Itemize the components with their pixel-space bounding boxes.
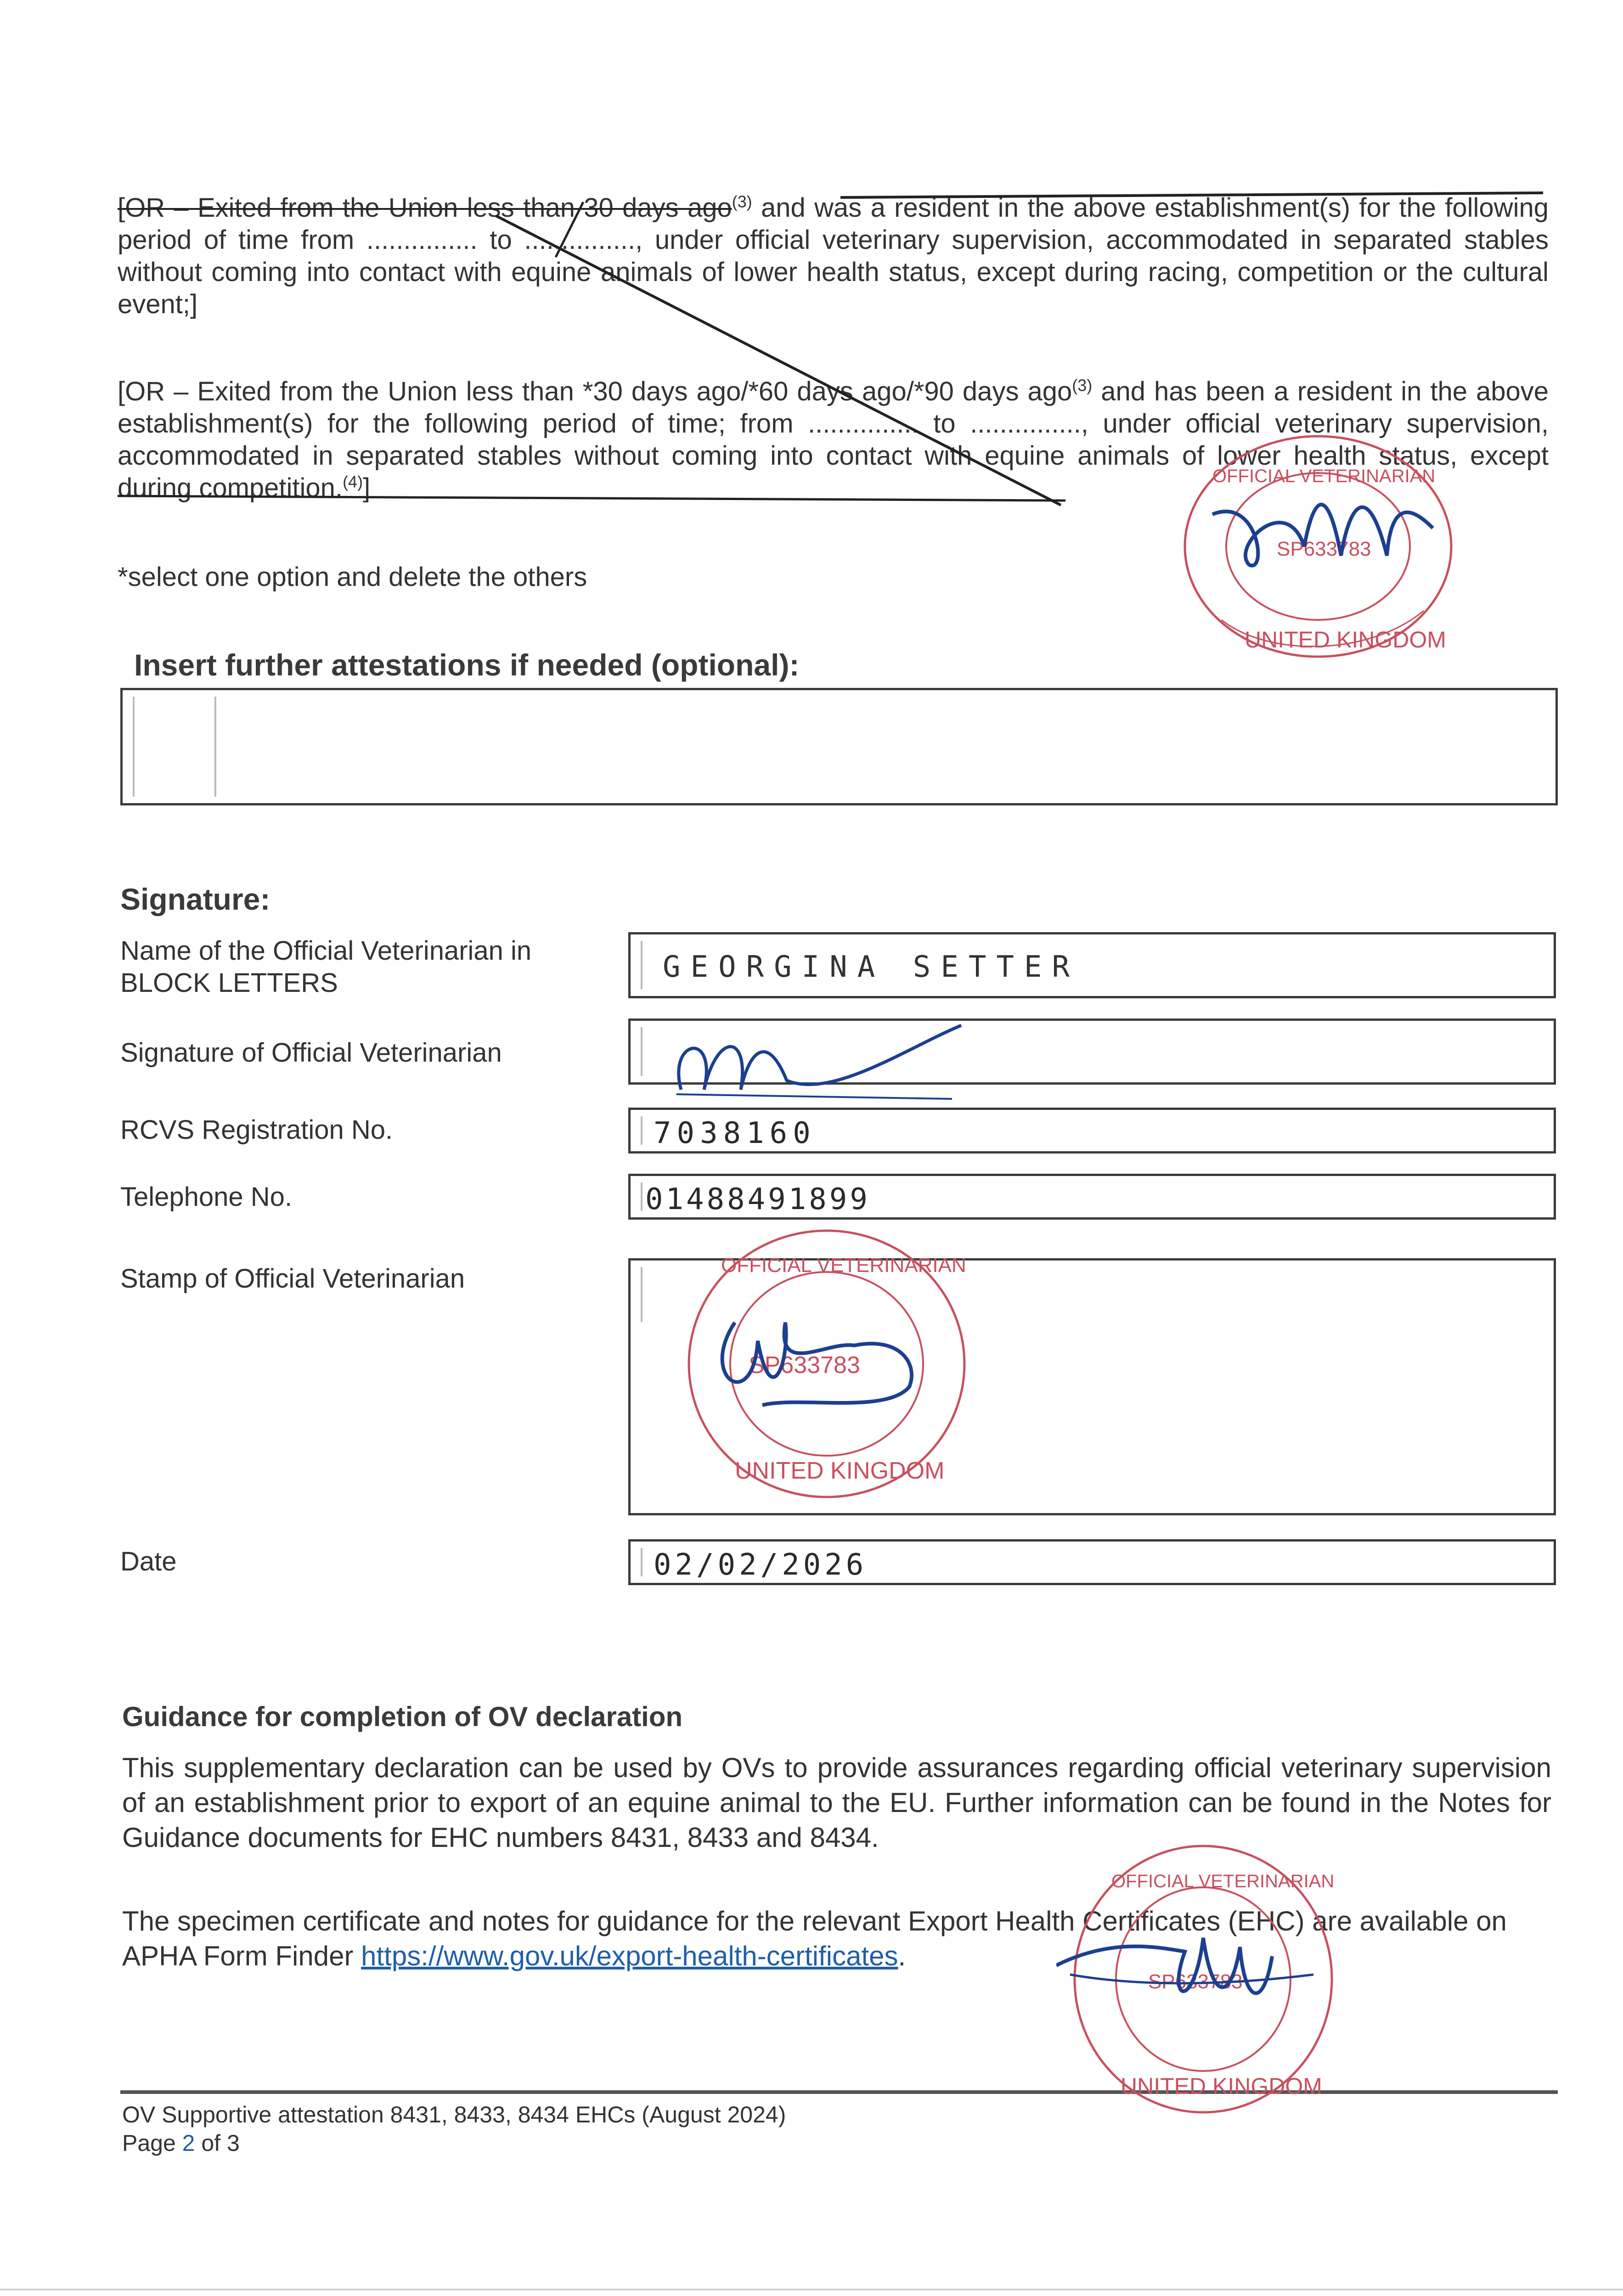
page-number: 2 (182, 2130, 195, 2156)
official-stamp-icon (1056, 1837, 1341, 2122)
ov-name-field[interactable] (628, 932, 1556, 998)
ov-name-label: Name of the Official Veterinarian in BLOCK LETTERS (120, 936, 532, 998)
page-indicator (122, 2129, 240, 2157)
ov-signature-field[interactable] (628, 1019, 1556, 1085)
guidance-paragraph-2-end: . (898, 1941, 906, 1971)
field-marker (214, 697, 216, 797)
stamp-bottom-text: UNITED KINGDOM (1245, 627, 1446, 653)
guidance-paragraph-1: This supplementary declaration can be used by OVs to provide assurances regarding official veterinary supervision of an establishment prior to export of an equine animal to the EU. Further information can be found in the Notes for Guidance documents for EHC numbers 8431, 8433 and 8434. (122, 1752, 1551, 1853)
option-2-text: [OR – Exited from the Union less than *30 days ago/*60 days ago/*90 days ago (118, 377, 1072, 406)
signature-heading: Signature: (120, 882, 270, 916)
footer-rule (120, 2090, 1558, 2094)
footer-title: OV Supportive attestation 8431, 8433, 8434 EHCs (August 2024) (122, 2102, 786, 2127)
date-label: Date (120, 1547, 177, 1576)
stamp-bottom-text: UNITED KINGDOM (735, 1458, 945, 1484)
field-marker (641, 1548, 642, 1576)
date-value: 02/02/2026 (654, 1548, 868, 1582)
stamp-top-text: OFFICIAL VETERINARIAN (1111, 1871, 1335, 1891)
signature-scribble (649, 1012, 970, 1103)
field-marker (641, 1116, 642, 1145)
stamp-label: Stamp of Official Veterinarian (120, 1264, 465, 1294)
stamp-bottom-text: UNITED KINGDOM (1121, 2073, 1322, 2099)
page-prefix: Page (122, 2130, 182, 2156)
telephone-value: 01488491899 (645, 1182, 870, 1216)
bottom-scan-line (0, 2289, 1623, 2290)
ov-name-value: GEORGINA SETTER (663, 950, 1080, 984)
field-marker (641, 1182, 642, 1211)
stamp-top-text: OFFICIAL VETERINARIAN (1212, 466, 1436, 486)
guidance-heading: Guidance for completion of OV declaration (122, 1701, 683, 1732)
date-field[interactable] (628, 1539, 1556, 1585)
rcvs-value: 7038160 (654, 1116, 816, 1150)
field-marker (641, 941, 642, 990)
rcvs-label: RCVS Registration No. (120, 1115, 393, 1145)
further-attestations-box[interactable] (120, 688, 1558, 805)
field-marker (641, 1027, 642, 1076)
option-1-struck-text: [OR – Exited from the Union less than 30 days ago (118, 193, 732, 223)
rcvs-field[interactable] (628, 1108, 1556, 1154)
telephone-field[interactable] (628, 1174, 1556, 1220)
guidance-paragraph-2-text: The specimen certificate and notes for guidance for the relevant Export Health Certificates (EHC) are available on APHA Form Finder (122, 1906, 1507, 1971)
stamp-number: SP633783 (1277, 538, 1371, 560)
export-health-certificates-link[interactable]: https://www.gov.uk/export-health-certificates (361, 1941, 898, 1971)
stamp-top-text: OFFICIAL VETERINARIAN (721, 1254, 966, 1277)
option-1-text: and was a resident in the above establishment(s) for the following period of time from ............... to ..............., under official veterinary supervision, accommodated in separated stables without coming into contact with equine animals of lower health status, except during racing, competition or the cultural event;] (118, 193, 1549, 319)
footnote-ref: (3) (732, 192, 752, 211)
ov-signature-label: Signature of Official Veterinarian (120, 1038, 502, 1068)
field-marker (133, 697, 135, 797)
option-2-end: ] (363, 473, 371, 503)
telephone-label: Telephone No. (120, 1182, 293, 1212)
further-attestations-heading: Insert further attestations if needed (optional): (134, 648, 800, 682)
option-2-text-cont: and has been a resident in the above establishment(s) for the following period of time; from ............... to ..............., under official veterinary supervision, accommodated in separated stables without coming into contact with equine animals of lower health status, except during competition. (118, 377, 1549, 503)
stamp-number: SP633783 (1148, 1970, 1243, 1993)
footnote-ref: (3) (1072, 376, 1093, 395)
stamp-number: SP633783 (749, 1352, 860, 1379)
select-option-note: *select one option and delete the others (118, 562, 587, 592)
official-stamp-icon (680, 1221, 974, 1506)
footnote-ref: (4) (343, 472, 363, 491)
official-stamp-icon (1176, 427, 1460, 675)
field-marker (641, 1267, 642, 1322)
page-suffix: of 3 (195, 2130, 240, 2156)
